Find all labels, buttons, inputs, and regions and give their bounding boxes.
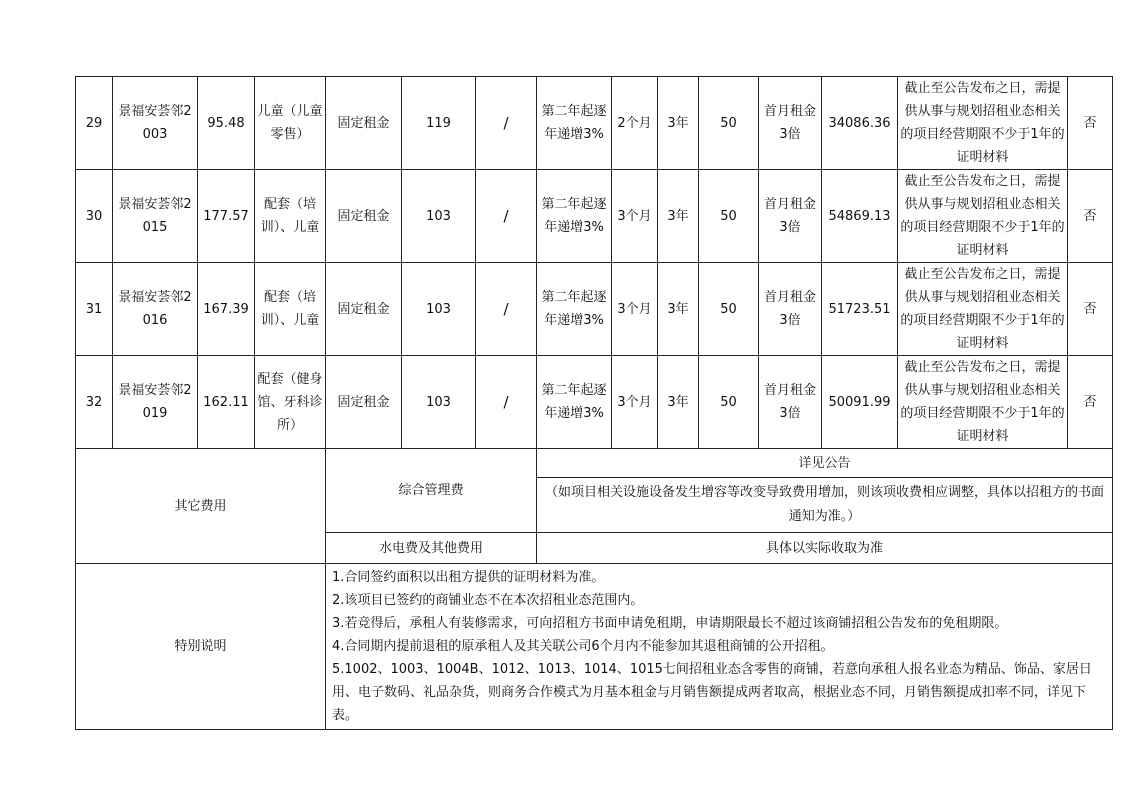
cell-rent-type: 固定租金 [326,263,402,356]
cell-deposit: 首月租金3倍 [759,356,822,449]
special-notes [326,564,1113,730]
table-row [76,356,1113,449]
cell-amount: 54869.13 [822,170,898,263]
cell-deposit: 首月租金3倍 [759,77,822,170]
mgmt-fee-note: （如项目相关设施设备发生增容等改变导致费用增加，则该项收费相应调整，具体以招租方的书面通知为准。） [537,478,1113,533]
cell-flag: 否 [1068,170,1113,263]
special-notes-label: 特别说明 [76,564,326,730]
cell-deposit: 首月租金3倍 [759,170,822,263]
cell-rent-type: 固定租金 [326,77,402,170]
cell-slash: / [476,170,537,263]
cell-business: 儿童（儿童零售） [255,77,326,170]
cell-term: 3年 [658,77,699,170]
cell-amount: 34086.36 [822,77,898,170]
cell-area: 167.39 [198,263,255,356]
cell-no: 29 [76,77,113,170]
cell-amount: 50091.99 [822,356,898,449]
cell-slash: / [476,263,537,356]
cell-term: 3年 [658,356,699,449]
cell-deposit: 首月租金3倍 [759,263,822,356]
lease-table [75,76,1113,730]
note-item: 1.合同签约面积以出租方提供的证明材料为准。 [332,570,605,585]
cell-no: 31 [76,263,113,356]
cell-increase: 第二年起逐年递增3% [537,77,612,170]
cell-flag: 否 [1068,356,1113,449]
cell-area: 95.48 [198,77,255,170]
cell-free-period: 3个月 [612,356,658,449]
cell-area: 177.57 [198,170,255,263]
cell-flag: 否 [1068,263,1113,356]
cell-free-period: 3个月 [612,170,658,263]
table-body [76,77,1113,449]
cell-business: 配套（培训）、儿童 [255,170,326,263]
note-item: 4.合同期内提前退租的原承租人及其关联公司6个月内不能参加其退租商铺的公开招租。 [332,639,834,654]
cell-count: 50 [699,170,759,263]
cell-rent-type: 固定租金 [326,356,402,449]
cell-increase: 第二年起逐年递增3% [537,356,612,449]
cell-name: 景福安荟邻2015 [113,170,198,263]
cell-name: 景福安荟邻2016 [113,263,198,356]
cell-no: 32 [76,356,113,449]
utility-fee-label: 水电费及其他费用 [326,533,537,564]
table-row [76,77,1113,170]
cell-free-period: 2个月 [612,77,658,170]
cell-price: 119 [402,77,476,170]
cell-area: 162.11 [198,356,255,449]
cell-requirement: 截止至公告发布之日，需提供从事与规划招租业态相关的项目经营期限不少于1年的证明材料 [898,263,1068,356]
mgmt-fee-value: 详见公告 [537,449,1113,478]
cell-name: 景福安荟邻2003 [113,77,198,170]
cell-increase: 第二年起逐年递增3% [537,170,612,263]
note-item: 5.1002、1003、1004B、1012、1013、1014、1015七间招租业态含零售的商铺，若意向承租人报名业态为精品、饰品、家居日用、电子数码、礼品杂货，则商务合作模式为月基本租金与月销售额提成两者取高，根据业态不同，月销售额提成扣率不同，详见下表。 [332,662,1092,723]
cell-term: 3年 [658,263,699,356]
cell-count: 50 [699,77,759,170]
cell-amount: 51723.51 [822,263,898,356]
note-item: 2.该项目已签约的商铺业态不在本次招租业态范围内。 [332,593,644,608]
cell-flag: 否 [1068,77,1113,170]
note-item: 3.若竞得后，承租人有装修需求，可向招租方书面申请免租期，申请期限最长不超过该商铺招租公告发布的免租期限。 [332,616,1008,631]
table-row [76,263,1113,356]
mgmt-fee-label: 综合管理费 [326,449,537,533]
cell-requirement: 截止至公告发布之日，需提供从事与规划招租业态相关的项目经营期限不少于1年的证明材料 [898,170,1068,263]
cell-count: 50 [699,356,759,449]
cell-price: 103 [402,356,476,449]
cell-business: 配套（培训）、儿童 [255,263,326,356]
cell-business: 配套（健身馆、牙科诊所） [255,356,326,449]
cell-count: 50 [699,263,759,356]
cell-rent-type: 固定租金 [326,170,402,263]
other-fees-label: 其它费用 [76,449,326,564]
table-row [76,170,1113,263]
cell-requirement: 截止至公告发布之日，需提供从事与规划招租业态相关的项目经营期限不少于1年的证明材料 [898,77,1068,170]
cell-slash: / [476,356,537,449]
cell-price: 103 [402,170,476,263]
cell-term: 3年 [658,170,699,263]
cell-requirement: 截止至公告发布之日，需提供从事与规划招租业态相关的项目经营期限不少于1年的证明材料 [898,356,1068,449]
cell-increase: 第二年起逐年递增3% [537,263,612,356]
cell-slash: / [476,77,537,170]
cell-no: 30 [76,170,113,263]
cell-price: 103 [402,263,476,356]
fees-section [76,449,1113,730]
utility-fee-value: 具体以实际收取为准 [537,533,1113,564]
cell-free-period: 3个月 [612,263,658,356]
cell-name: 景福安荟邻2019 [113,356,198,449]
